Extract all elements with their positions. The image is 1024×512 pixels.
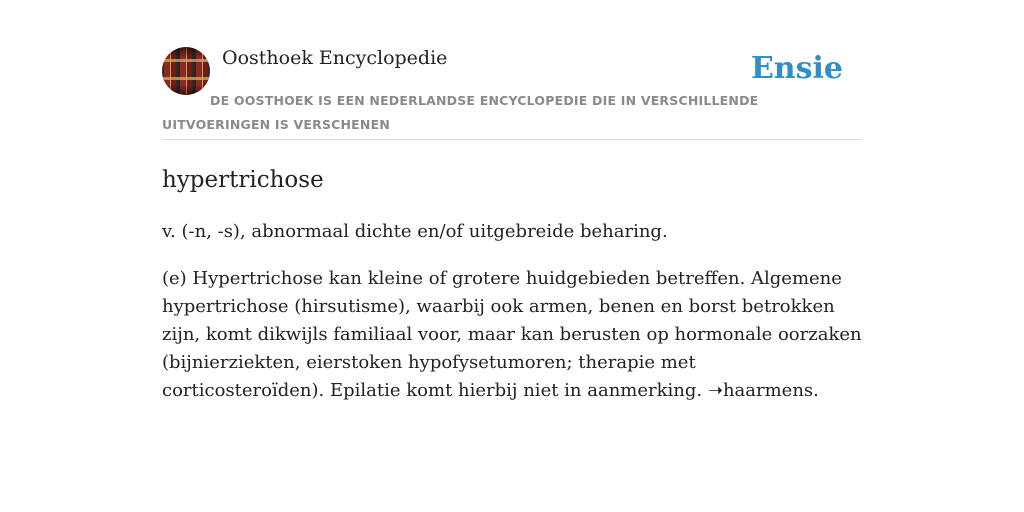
entry-body bbox=[162, 265, 862, 405]
arrow-right-icon: ➝ bbox=[707, 380, 723, 401]
page-container bbox=[162, 46, 862, 405]
brand-logo-link[interactable]: Ensie bbox=[750, 51, 843, 86]
site-tagline: DE OOSTHOEK IS EEN NEDERLANDSE ENCYCLOPEDIE DIE IN VERSCHILLENDE UITVOERINGEN IS VERSCHENEN bbox=[162, 93, 759, 132]
site-header bbox=[162, 46, 862, 140]
entry-definition: v. (-n, -s), abnormaal dichte en/of uitgebreide beharing. bbox=[162, 221, 668, 242]
crossref-label: haarmens. bbox=[722, 380, 819, 401]
site-name[interactable]: Oosthoek Encyclopedie bbox=[222, 47, 448, 69]
entry-body-text: (e) Hypertrichose kan kleine of grotere huidgebieden betreffen. Algemene hypertrichose (hirsutisme), waarbij ook armen, benen en borst betrokken zijn, komt dikwijls familiaal voor, maar kan berusten op hormonale oorzaken (bijnierziekten, eierstoken hypofysetumoren; therapie met corticosteroïden). Epilatie komt hierbij niet in aanmerking. bbox=[162, 268, 862, 401]
entry-headword: hypertrichose bbox=[162, 167, 324, 193]
crossref-link[interactable] bbox=[708, 380, 819, 401]
encyclopedia-books-icon[interactable] bbox=[162, 47, 210, 95]
